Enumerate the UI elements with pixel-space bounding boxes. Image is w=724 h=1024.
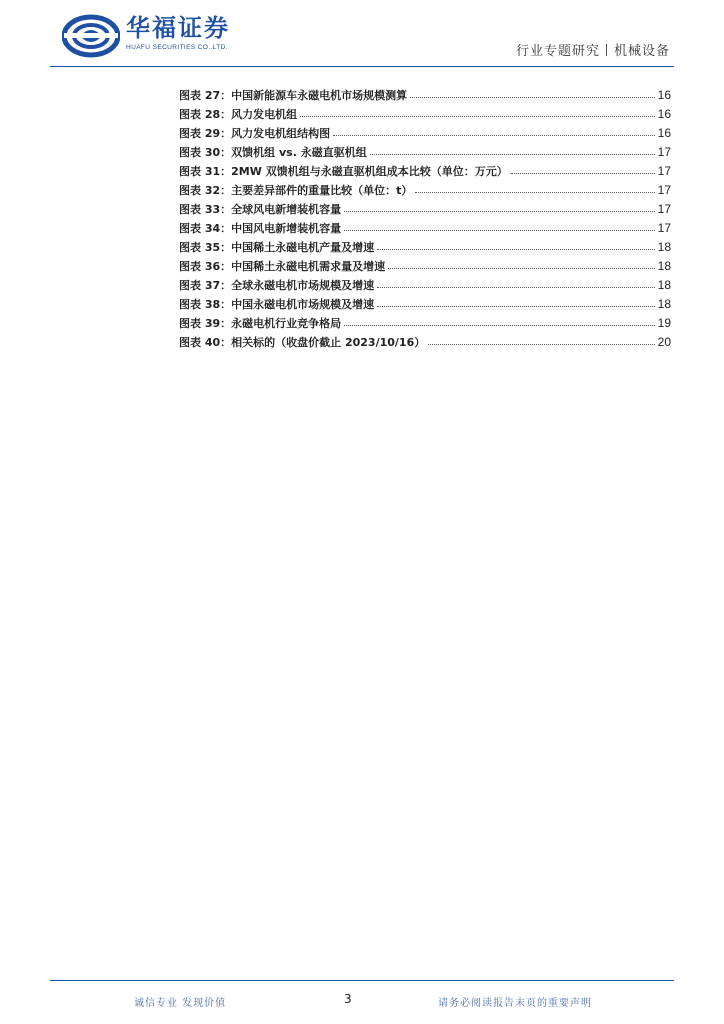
toc-item-label: 图表 34：	[179, 222, 232, 235]
company-logo	[62, 14, 230, 58]
toc-leader-dots	[388, 259, 655, 269]
huafu-logo-icon	[62, 14, 120, 58]
toc-item-label: 图表 35：	[179, 241, 232, 254]
header-divider	[50, 66, 674, 67]
toc-leader-dots	[344, 202, 655, 212]
toc-item-title: 双馈机组 vs. 永磁直驱机组	[231, 146, 367, 159]
toc-item-page: 18	[657, 259, 671, 273]
toc-item[interactable]	[179, 201, 671, 220]
toc-item-page: 18	[657, 297, 671, 311]
toc-item[interactable]	[179, 106, 671, 125]
toc-leader-dots	[370, 145, 655, 155]
footer-disclaimer: 请务必阅读报告末页的重要声明	[438, 998, 592, 1009]
logo-english-name: HUAFU SECURITIES CO.,LTD.	[126, 44, 228, 51]
toc-item[interactable]	[179, 239, 671, 258]
toc-item-page: 16	[657, 88, 671, 102]
toc-item-label: 图表 39：	[179, 317, 232, 330]
toc-item-title: 2MW 双馈机组与永磁直驱机组成本比较（单位：万元）	[231, 165, 508, 178]
toc-leader-dots	[415, 183, 654, 193]
toc-item-title: 中国稀土永磁电机需求量及增速	[231, 260, 386, 273]
toc-leader-dots	[428, 335, 654, 345]
toc-item-label: 图表 31：	[179, 165, 232, 178]
toc-leader-dots	[410, 88, 655, 98]
toc-item[interactable]	[179, 163, 671, 182]
toc-item-page: 18	[657, 278, 671, 292]
toc-item-label: 图表 27：	[179, 89, 232, 102]
toc-item-label: 图表 28：	[179, 108, 232, 121]
toc-leader-dots	[344, 221, 655, 231]
toc-item-label: 图表 33：	[179, 203, 232, 216]
toc-item-title: 中国新能源车永磁电机市场规模测算	[231, 89, 408, 102]
toc-item-title: 主要差异部件的重量比较（单位：t）	[231, 184, 413, 197]
toc-item[interactable]	[179, 87, 671, 106]
toc-item-title: 中国永磁电机市场规模及增速	[231, 298, 375, 311]
toc-item-page: 17	[657, 164, 671, 178]
toc-leader-dots	[344, 316, 655, 326]
toc-item-page: 19	[657, 316, 671, 330]
report-type: 行业专题研究丨机械设备	[515, 44, 670, 59]
toc-item-label: 图表 32：	[179, 184, 232, 197]
toc-item-label: 图表 30：	[179, 146, 232, 159]
toc-item[interactable]	[179, 220, 671, 239]
page-number: 3	[344, 992, 352, 1006]
toc-item-page: 16	[657, 107, 671, 121]
toc-item[interactable]	[179, 125, 671, 144]
page-header	[0, 0, 724, 70]
toc-item[interactable]	[179, 315, 671, 334]
toc-item-page: 17	[657, 183, 671, 197]
toc-item-label: 图表 38：	[179, 298, 232, 311]
toc-item-title: 中国风电新增装机容量	[231, 222, 342, 235]
toc-leader-dots	[377, 297, 655, 307]
table-of-figures	[179, 87, 671, 353]
toc-item-page: 17	[657, 202, 671, 216]
toc-item-label: 图表 29：	[179, 127, 232, 140]
toc-item-title: 中国稀土永磁电机产量及增速	[231, 241, 375, 254]
toc-item-title: 全球风电新增装机容量	[231, 203, 342, 216]
toc-leader-dots	[377, 240, 655, 250]
toc-leader-dots	[333, 126, 655, 136]
toc-item[interactable]	[179, 144, 671, 163]
toc-item-page: 18	[657, 240, 671, 254]
toc-item-title: 风力发电机组	[231, 108, 298, 121]
toc-item-page: 17	[657, 221, 671, 235]
toc-leader-dots	[377, 278, 655, 288]
toc-leader-dots	[511, 164, 655, 174]
logo-chinese-name: 华福证券	[126, 13, 230, 42]
toc-item-label: 图表 40：	[179, 336, 232, 349]
toc-item[interactable]	[179, 334, 671, 353]
toc-item-page: 17	[657, 145, 671, 159]
footer-slogan: 诚信专业 发现价值	[134, 998, 227, 1009]
toc-item-title: 相关标的（收盘价截止 2023/10/16）	[231, 336, 426, 349]
footer-divider	[50, 980, 674, 981]
toc-item[interactable]	[179, 277, 671, 296]
toc-leader-dots	[300, 107, 655, 117]
toc-item-title: 全球永磁电机市场规模及增速	[231, 279, 375, 292]
toc-item-label: 图表 37：	[179, 279, 232, 292]
toc-item-page: 20	[657, 335, 671, 349]
toc-item-label: 图表 36：	[179, 260, 232, 273]
toc-item[interactable]	[179, 182, 671, 201]
toc-item-title: 风力发电机组结构图	[231, 127, 331, 140]
toc-item[interactable]	[179, 296, 671, 315]
toc-item[interactable]	[179, 258, 671, 277]
toc-item-title: 永磁电机行业竞争格局	[231, 317, 342, 330]
toc-item-page: 16	[657, 126, 671, 140]
